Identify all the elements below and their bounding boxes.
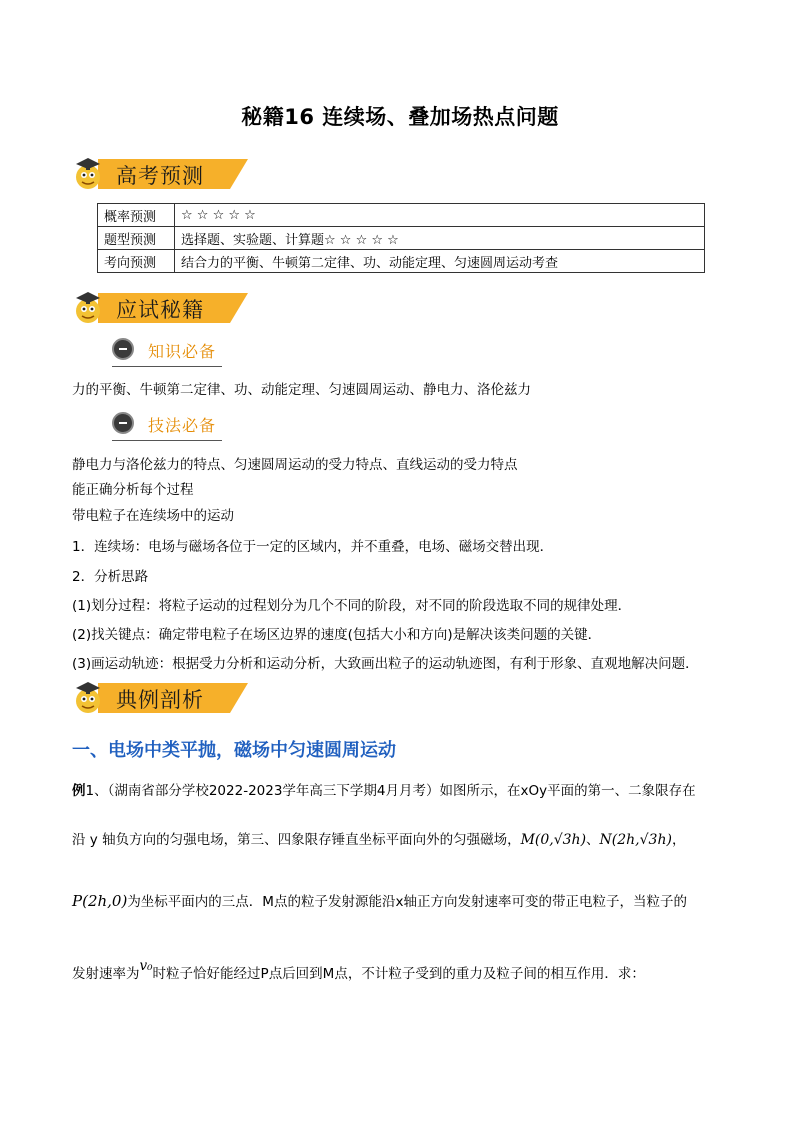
- mascot-icon: [70, 679, 110, 717]
- point-n: N(2h,√3h): [599, 832, 672, 848]
- bullet-icon: [112, 338, 134, 360]
- section1-heading: 一、电场中类平抛，磁场中匀速圆周运动: [72, 740, 396, 761]
- banner-title: 应试秘籍: [116, 298, 204, 322]
- section-banner-forecast: [70, 155, 260, 193]
- forecast-table: [97, 203, 705, 273]
- knowledge-text: 力的平衡、牛顿第二定律、功、动能定理、匀速圆周运动、静电力、洛伦兹力: [72, 382, 531, 398]
- example-text: 沿 y 轴负方向的匀强电场，第三、四象限存锤直坐标平面向外的匀强磁场，: [72, 832, 521, 848]
- mascot-icon: [70, 155, 110, 193]
- table-value: 选择题、实验题、计算题☆ ☆ ☆ ☆ ☆: [175, 227, 705, 250]
- example-line-1: [72, 779, 696, 799]
- subheading-knowledge: [112, 334, 222, 364]
- comma: ，: [671, 832, 686, 848]
- example-text: 时粒子恰好能经过P点后回到M点，不计粒子受到的重力及粒子间的相互作用．求：: [152, 966, 645, 982]
- table-key: 题型预测: [98, 227, 175, 250]
- table-row: [98, 204, 705, 227]
- example-text: 1、（湖南省部分学校2022-2023学年高三下学期4月月考）如图所示，在xOy平面的第一、二象限存在: [85, 783, 696, 799]
- subheading-skills: [112, 408, 222, 438]
- subheading-text: 技法必备: [148, 416, 217, 435]
- subheading-underline: [112, 366, 222, 367]
- example-text: 为坐标平面内的三点．M点的粒子发射源能沿x轴正方向发射速率可变的带正电粒子，当粒子的: [127, 894, 687, 910]
- skills-line: 带电粒子在连续场中的运动: [72, 508, 234, 524]
- skills-line: (1)划分过程：将粒子运动的过程划分为几个不同的阶段，对不同的阶段选取不同的规律处理．: [72, 598, 632, 614]
- example-line-2: [72, 828, 685, 848]
- velocity-v0: v₀: [139, 958, 153, 974]
- example-line-4: [72, 958, 645, 982]
- example-line-3: [72, 890, 687, 910]
- example-label: 例: [72, 783, 86, 799]
- banner-title: 典例剖析: [116, 688, 204, 712]
- skills-line: 2．分析思路: [72, 569, 149, 585]
- separator: 、: [586, 832, 600, 848]
- table-row: [98, 227, 705, 250]
- skills-line: (2)找关键点：确定带电粒子在场区边界的速度(包括大小和方向)是解决该类问题的关键．: [72, 627, 602, 643]
- subheading-text: 知识必备: [148, 342, 217, 361]
- bullet-icon: [112, 412, 134, 434]
- table-key: 考向预测: [98, 250, 175, 273]
- table-value: 结合力的平衡、牛顿第二定律、功、动能定理、匀速圆周运动考查: [175, 250, 705, 273]
- skills-line: 能正确分析每个过程: [72, 482, 194, 498]
- section-banner-tips: [70, 289, 260, 327]
- example-text: 发射速率为: [72, 966, 140, 982]
- point-m: M(0,√3h): [520, 832, 587, 848]
- skills-line: (3)画运动轨迹：根据受力分析和运动分析，大致画出粒子的运动轨迹图，有利于形象、直观地解决问题．: [72, 656, 699, 672]
- subheading-underline: [112, 440, 222, 441]
- skills-line: 静电力与洛伦兹力的特点、匀速圆周运动的受力特点、直线运动的受力特点: [72, 457, 518, 473]
- point-p: P(2h,0): [72, 892, 128, 910]
- section-banner-examples: [70, 679, 260, 717]
- table-key: 概率预测: [98, 204, 175, 227]
- table-value: ☆ ☆ ☆ ☆ ☆: [175, 204, 705, 227]
- page-title: 秘籍16 连续场、叠加场热点问题: [241, 105, 559, 129]
- skills-line: 1．连续场：电场与磁场各位于一定的区域内，并不重叠，电场、磁场交替出现．: [72, 539, 554, 555]
- table-row: [98, 250, 705, 273]
- mascot-icon: [70, 289, 110, 327]
- banner-title: 高考预测: [116, 164, 204, 188]
